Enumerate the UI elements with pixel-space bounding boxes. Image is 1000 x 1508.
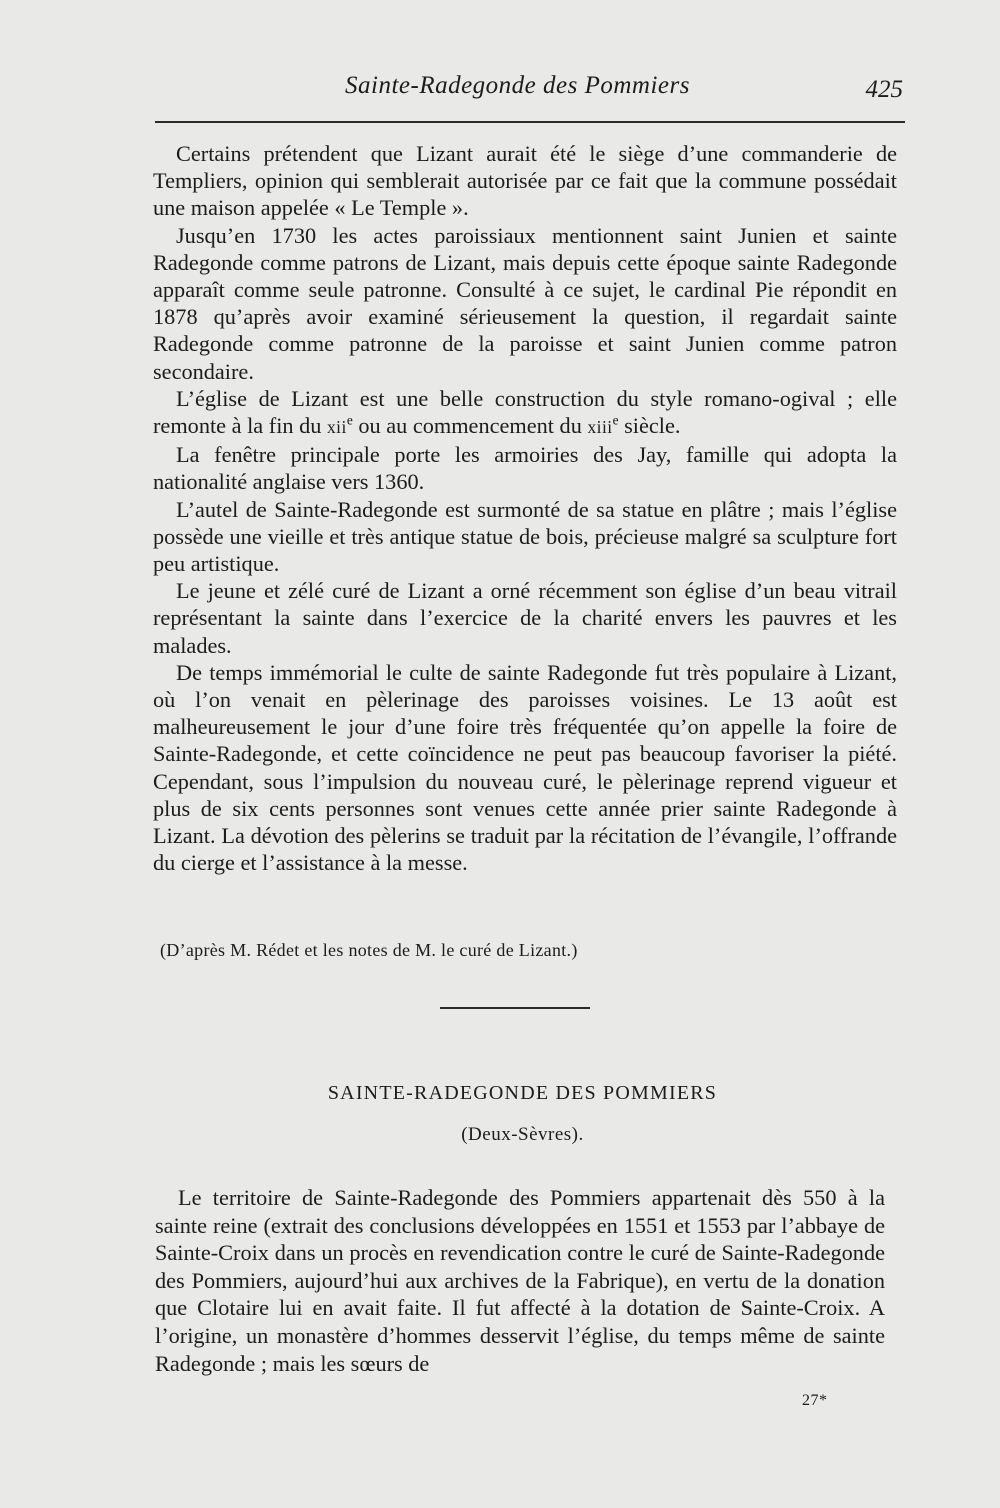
- running-head: [155, 68, 905, 108]
- source-note: (D’après M. Rédet et les notes de M. le curé de Lizant.): [160, 940, 578, 960]
- paragraph-templiers: Certains prétendent que Lizant aurait été le siège d’une commanderie de Templiers, opinion qui semblerait autorisée par ce fait que la commune possédait une maison appelée « Le Temple ».: [153, 141, 897, 221]
- century-xii: xii: [326, 418, 347, 438]
- section-divider: [440, 1007, 590, 1009]
- page-number: 425: [865, 76, 903, 103]
- paragraph-autel: L’autel de Sainte-Radegonde est surmonté de sa statue en plâtre ; mais l’église possède une vieille et très antique statue de bois, précieuse malgré sa sculpture fort peu artistique.: [153, 496, 897, 577]
- running-title: Sainte-Radegonde des Pommiers: [345, 72, 690, 99]
- eglise-text-c: siècle.: [618, 413, 681, 439]
- century-xii-sup: e: [346, 412, 353, 428]
- eglise-text-b: ou au commencement du: [352, 413, 588, 439]
- main-text: [153, 140, 897, 876]
- paragraph-culte: De temps immémorial le culte de sainte Radegonde fut très populaire à Lizant, où l’on venait en pèlerinage des paroisses voisines. Le 13 août est malheureusement le jour d’une foire très fréquentée qu’on appelle la foire de Sainte-Radegonde, et cette coïncidence ne peut pas beaucoup favoriser la piété. Cependant, sous l’impulsion du nouveau curé, le pèlerinage reprend vigueur et plus de six cents personnes sont venues cette année prier sainte Radegonde à Lizant. La dévotion des pèlerins se traduit par la récitation de l’évangile, l’offrande du cierge et l’assistance à la messe.: [153, 659, 897, 876]
- section-text: [155, 1184, 885, 1377]
- paragraph-eglise: [153, 385, 897, 441]
- eglise-text-a: L’église de Lizant est une belle construction du style romano-ogival ; elle remonte à la fin du: [153, 385, 897, 439]
- paragraph-fenetre: La fenêtre principale porte les armoiries des Jay, famille qui adopta la nationalité anglaise vers 1360.: [153, 442, 897, 495]
- century-xiii-sup: e: [612, 412, 619, 428]
- section-title: SAINTE-RADEGONDE DES POMMIERS: [327, 1082, 718, 1104]
- paragraph-patrons: Jusqu’en 1730 les actes paroissiaux mentionnent saint Junien et sainte Radegonde comme patrons de Lizant, mais depuis cette époque sainte Radegonde apparaît comme seule patronne. Consulté à ce sujet, le cardinal Pie répondit en 1878 qu’après avoir examiné sérieusement la question, il regardait sainte Radegonde comme patronne de la paroisse et saint Junien comme patron secondaire.: [153, 222, 897, 384]
- section-subtitle: (Deux-Sèvres).: [461, 1124, 584, 1145]
- paragraph-vitrail: Le jeune et zélé curé de Lizant a orné récemment son église d’un beau vitrail représentant la sainte dans l’exercice de la charité envers les pauvres et les malades.: [153, 578, 897, 658]
- paragraph-territoire: Le territoire de Sainte-Radegonde des Pommiers appartenait dès 550 à la sainte reine (extrait des conclusions développées en 1551 et 1553 par l’abbaye de Sainte-Croix dans un procès en revendication contre le curé de Sainte-Radegonde des Pommiers, aujourd’hui aux archives de la Fabrique), en vertu de la donation que Clotaire lui en avait faite. Il fut affecté à la dotation de Sainte-Croix. A l’origine, un monastère d’hommes desservit l’église, du temps même de sainte Radegonde ; mais les sœurs de: [155, 1185, 885, 1376]
- header-rule: [155, 121, 905, 123]
- century-xiii: xiii: [587, 418, 613, 438]
- signature-mark: 27*: [802, 1392, 828, 1409]
